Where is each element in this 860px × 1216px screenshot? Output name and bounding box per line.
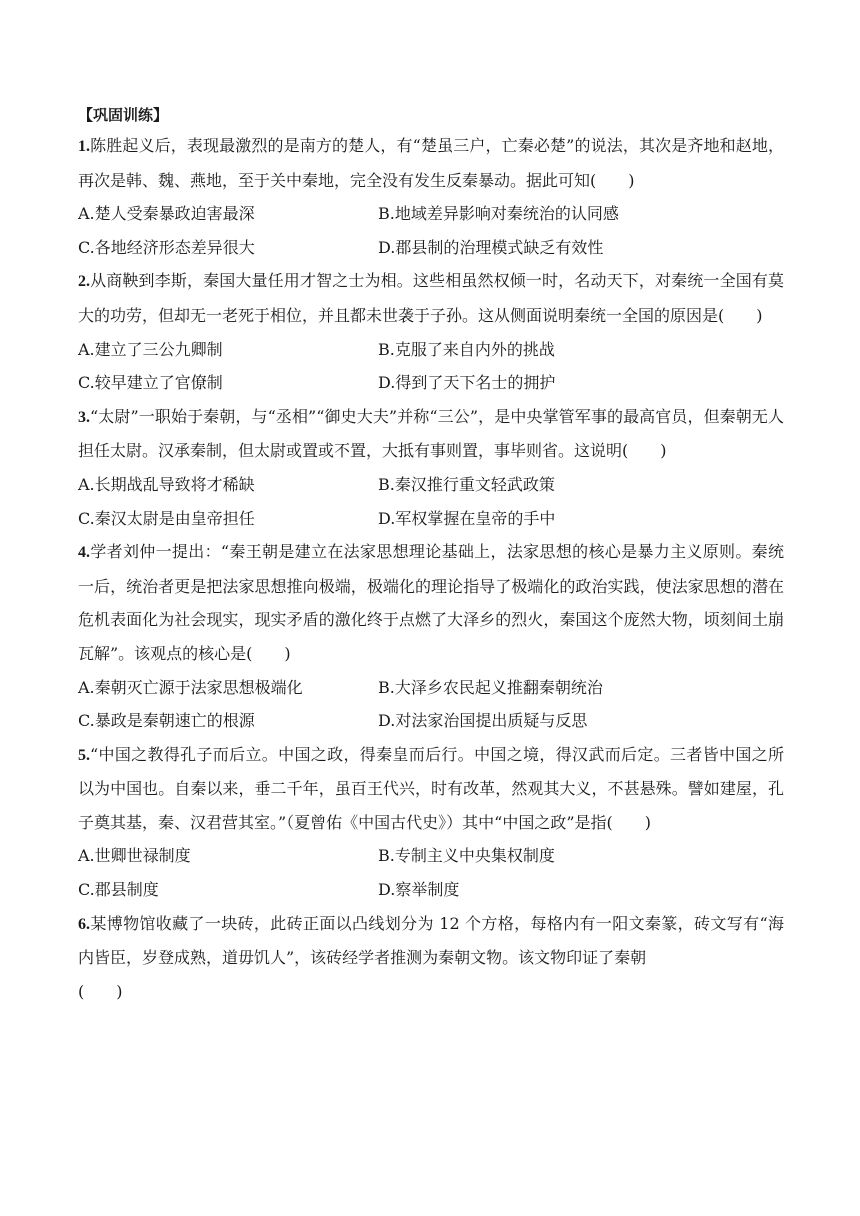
option-a[interactable]: A.秦朝灭亡源于法家思想极端化 xyxy=(78,677,303,697)
question-stem xyxy=(78,535,784,670)
question-number: 2. xyxy=(78,273,90,291)
question-number: 1. xyxy=(78,138,90,155)
question-stem xyxy=(78,129,784,197)
option-b[interactable]: B.专制主义中央集权制度 xyxy=(378,846,555,866)
option-b[interactable]: B.大泽乡农民起义推翻秦朝统治 xyxy=(378,677,603,697)
options-grid xyxy=(78,468,784,535)
answer-blank[interactable]: ( ) xyxy=(78,981,123,1001)
question-text: 陈胜起义后，表现最激烈的是南方的楚人，有“楚虽三户，亡秦必楚”的说法，其次是齐地和赵地，再次是韩、魏、燕地，至于关中秦地，完全没有发生反秦暴动。据此可知( ) xyxy=(78,136,784,190)
question-5 xyxy=(78,738,784,907)
options-grid xyxy=(78,333,784,400)
option-c[interactable]: C.郡县制度 xyxy=(78,880,159,900)
question-6 xyxy=(78,907,784,1009)
options-grid xyxy=(78,197,784,264)
question-1 xyxy=(78,129,784,264)
question-number: 6. xyxy=(78,915,90,933)
option-d[interactable]: D.得到了天下名士的拥护 xyxy=(378,373,556,393)
option-a[interactable]: A.世卿世禄制度 xyxy=(78,846,191,866)
question-text: “中国之教得孔子而后立。中国之政，得秦皇而后行。中国之境，得汉武而后定。三者皆中国之所以为中国也。自秦以来，垂二千年，虽百王代兴，时有改革，然观其大义，不甚悬殊。譬如建屋，孔子奠其基，秦、汉君营其室。”（夏曾佑《中国古代史》）其中“中国之政”是指( ) xyxy=(78,744,784,832)
question-number: 4. xyxy=(78,544,90,562)
question-stem xyxy=(78,907,784,975)
options-grid xyxy=(78,671,784,738)
question-2 xyxy=(78,264,784,399)
option-a[interactable]: A.楚人受秦暴政迫害最深 xyxy=(78,204,255,224)
question-stem xyxy=(78,738,784,840)
option-a[interactable]: A.建立了三公九卿制 xyxy=(78,339,223,359)
question-text: 某博物馆收藏了一块砖，此砖正面以凸线划分为 12 个方格，每格内有一阳文秦篆，砖文写有“海内皆臣，岁登成熟，道毋饥人”，该砖经学者推测为秦朝文物。该文物印证了秦朝 xyxy=(78,913,784,968)
question-text: “太尉”一职始于秦朝，与“丞相”“御史大夫”并称“三公”，是中央掌管军事的最高官员，但秦朝无人担任太尉。汉承秦制，但太尉或置或不置，大抵有事则置，事毕则省。这说明( ) xyxy=(78,406,784,461)
question-text: 从商鞅到李斯，秦国大量任用才智之士为相。这些相虽然权倾一时，名动天下，对秦统一全国有莫大的功劳，但却无一老死于相位，并且都未世袭于子孙。这从侧面说明秦统一全国的原因是( ) xyxy=(78,271,784,325)
option-d[interactable]: D.察举制度 xyxy=(378,880,460,900)
option-a[interactable]: A.长期战乱导致将才稀缺 xyxy=(78,474,255,494)
question-stem xyxy=(78,400,784,468)
question-4 xyxy=(78,535,784,738)
option-c[interactable]: C.秦汉太尉是由皇帝担任 xyxy=(78,508,255,528)
option-d[interactable]: D.军权掌握在皇帝的手中 xyxy=(378,508,556,528)
question-text: 学者刘仲一提出：“秦王朝是建立在法家思想理论基础上，法家思想的核心是暴力主义原则。秦统一后，统治者更是把法家思想推向极端，极端化的理论指导了极端化的政治实践，使法家思想的潜在危机表面化为社会现实，现实矛盾的激化终于点燃了大泽乡的烈火，秦国这个庞然大物，顷刻间土崩瓦解”。该观点的核心是( ) xyxy=(78,542,784,663)
option-c[interactable]: C.暴政是秦朝速亡的根源 xyxy=(78,711,255,731)
option-d[interactable]: D.对法家治国提出质疑与反思 xyxy=(378,711,588,731)
option-c[interactable]: C.较早建立了官僚制 xyxy=(78,373,223,393)
question-number: 3. xyxy=(78,408,90,426)
question-stem xyxy=(78,264,784,332)
worksheet-page xyxy=(78,103,784,1008)
option-b[interactable]: B.地域差异影响对秦统治的认同感 xyxy=(378,204,619,224)
options-grid xyxy=(78,839,784,906)
question-number: 5. xyxy=(78,746,90,764)
option-b[interactable]: B.克服了来自内外的挑战 xyxy=(378,339,555,359)
question-3 xyxy=(78,400,784,535)
option-d[interactable]: D.郡县制的治理模式缺乏有效性 xyxy=(378,237,604,257)
option-b[interactable]: B.秦汉推行重文轻武政策 xyxy=(378,474,555,494)
section-title: 【巩固训练】 xyxy=(78,106,169,124)
option-c[interactable]: C.各地经济形态差异很大 xyxy=(78,237,255,257)
